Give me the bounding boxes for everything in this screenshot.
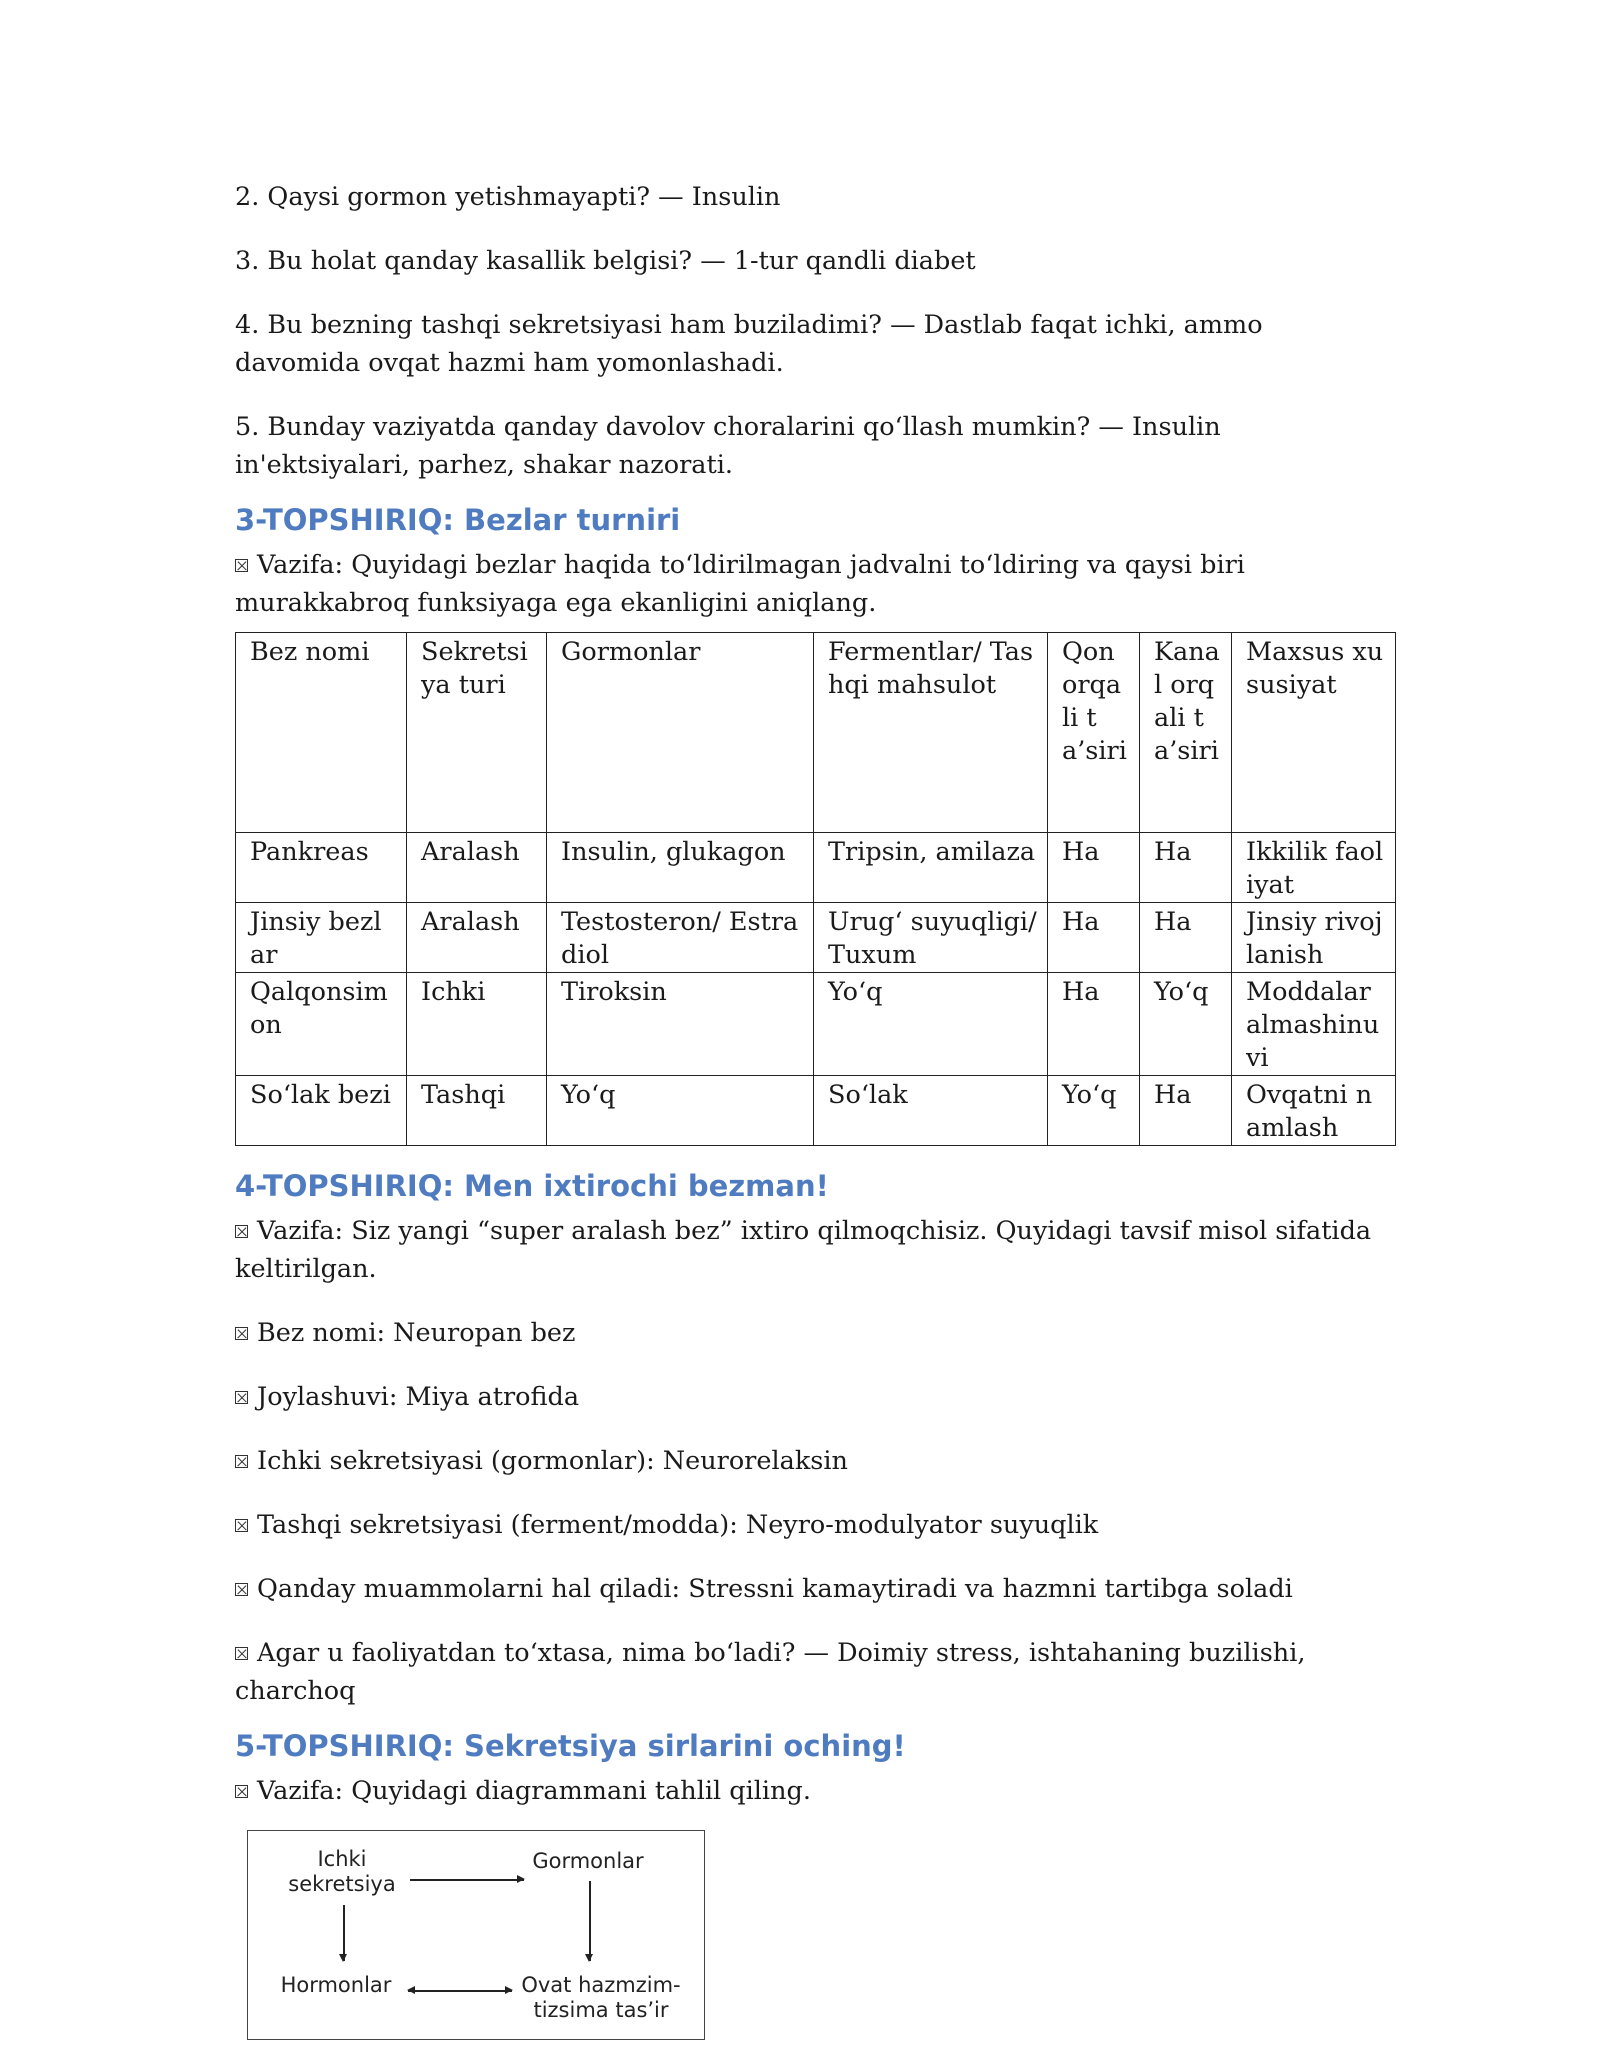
table-header-cell: Maxsus xususiyat [1232, 633, 1396, 833]
table-cell: So‘lak bezi [236, 1076, 407, 1146]
list-item-text: Qanday muammolarni hal qiladi: Stressni kamaytiradi va hazmni tartibga soladi [257, 1574, 1293, 1604]
table-cell: Yo‘q [547, 1076, 814, 1146]
glands-table [235, 632, 1396, 1146]
crossed-box-icon [235, 1225, 248, 1238]
list-item-text: Bez nomi: Neuropan bez [257, 1318, 576, 1348]
table-header-cell: Qon orqali ta’siri [1048, 633, 1140, 833]
arrow-right-icon [410, 1879, 524, 1881]
double-arrow-icon [408, 1990, 512, 1992]
table-header-cell: Bez nomi [236, 633, 407, 833]
list-item [235, 1506, 1395, 1544]
task5-instruction-text: Vazifa: Quyidagi diagrammani tahlil qiling. [257, 1776, 811, 1806]
table-cell: Aralash [407, 903, 547, 973]
table-cell: Ikkilik faoliyat [1232, 833, 1396, 903]
list-item-text: Tashqi sekretsiyasi (ferment/modda): Neyro-modulyator suyuqlik [257, 1510, 1099, 1540]
table-header-cell: Sekretsiya turi [407, 633, 547, 833]
task3-title: 3-TOPSHIRIQ: Bezlar turniri [235, 503, 681, 537]
table-cell: Jinsiy bezlar [236, 903, 407, 973]
table-cell: Qalqonsimon [236, 973, 407, 1076]
crossed-box-icon [235, 1583, 248, 1596]
table-cell: So‘lak [814, 1076, 1048, 1146]
list-item-text: Ichki sekretsiyasi (gormonlar): Neurorelaksin [257, 1446, 848, 1476]
table-row [236, 903, 1396, 973]
task5-title: 5-TOPSHIRIQ: Sekretsiya sirlarini oching! [235, 1729, 906, 1763]
table-cell: Tashqi [407, 1076, 547, 1146]
table-cell: Ichki [407, 973, 547, 1076]
table-cell: Ovqatni namlash [1232, 1076, 1396, 1146]
document-body [235, 178, 1395, 2040]
table-cell: Urug‘ suyuqligi/Tuxum [814, 903, 1048, 973]
task4-instruction [235, 1212, 1395, 1288]
table-cell: Yo‘q [814, 973, 1048, 1076]
table-header-cell: Gormonlar [547, 633, 814, 833]
answer-4: 4. Bu bezning tashqi sekretsiyasi ham buziladimi? — Dastlab faqat ichki, ammo davomida ovqat hazmi ham yomonlashadi. [235, 310, 1263, 378]
secretion-diagram [247, 1830, 705, 2040]
list-item [235, 1378, 1395, 1416]
crossed-box-icon [235, 1519, 248, 1532]
list-item-text: Agar u faoliyatdan to‘xtasa, nima bo‘ladi? — Doimiy stress, ishtahaning buzilishi, charchoq [235, 1638, 1306, 1706]
arrow-down-icon [343, 1905, 345, 1961]
answer-3: 3. Bu holat qanday kasallik belgisi? — 1-tur qandli diabet [235, 246, 976, 276]
table-cell: Testosteron/ Estradiol [547, 903, 814, 973]
table-cell: Pankreas [236, 833, 407, 903]
task4-instruction-text: Vazifa: Siz yangi “super aralash bez” ixtiro qilmoqchisiz. Quyidagi tavsif misol sifatida keltirilgan. [235, 1216, 1372, 1284]
crossed-box-icon [235, 1391, 248, 1404]
crossed-box-icon [235, 1327, 248, 1340]
crossed-box-icon [235, 559, 248, 572]
table-cell: Jinsiy rivojlanish [1232, 903, 1396, 973]
task3-instruction [235, 546, 1395, 622]
table-cell: Ha [1048, 903, 1140, 973]
diagram-node-bottom-left: Hormonlar [280, 1973, 392, 1997]
task4-title: 4-TOPSHIRIQ: Men ixtirochi bezman! [235, 1169, 829, 1203]
table-cell: Ha [1140, 903, 1232, 973]
diagram-node-bottom-right: Ovat hazmzim-tizsima tas’ir [521, 1973, 681, 2022]
table-cell: Ha [1048, 833, 1140, 903]
table-row [236, 833, 1396, 903]
table-header-cell: Fermentlar/ Tashqi mahsulot [814, 633, 1048, 833]
table-cell: Yo‘q [1048, 1076, 1140, 1146]
list-item [235, 1314, 1395, 1352]
crossed-box-icon [235, 1455, 248, 1468]
table-cell: Ha [1140, 1076, 1232, 1146]
list-item-text: Joylashuvi: Miya atrofida [257, 1382, 580, 1412]
table-cell: Aralash [407, 833, 547, 903]
table-cell: Moddalar almashinuvi [1232, 973, 1396, 1076]
crossed-box-icon [235, 1785, 248, 1798]
diagram-node-top-right: Gormonlar [532, 1849, 644, 1873]
list-item [235, 1634, 1395, 1710]
table-cell: Ha [1140, 833, 1232, 903]
table-cell: Yo‘q [1140, 973, 1232, 1076]
answer-2: 2. Qaysi gormon yetishmayapti? — Insulin [235, 182, 781, 212]
table-row [236, 1076, 1396, 1146]
table-cell: Tripsin, amilaza [814, 833, 1048, 903]
task5-instruction [235, 1772, 1395, 1810]
list-item [235, 1442, 1395, 1480]
table-cell: Ha [1048, 973, 1140, 1076]
crossed-box-icon [235, 1647, 248, 1660]
task3-instruction-text: Vazifa: Quyidagi bezlar haqida to‘ldirilmagan jadvalni to‘ldiring va qaysi biri murakkabroq funksiyaga ega ekanligini aniqlang. [235, 550, 1245, 618]
table-row [236, 973, 1396, 1076]
answer-5: 5. Bunday vaziyatda qanday davolov choralarini qo‘llash mumkin? — Insulin in'ektsiyalari, parhez, shakar nazorati. [235, 412, 1221, 480]
table-header-cell: Kanal orqali ta’siri [1140, 633, 1232, 833]
diagram-node-top-left: Ichki sekretsiya [288, 1847, 396, 1896]
table-header-row [236, 633, 1396, 833]
list-item [235, 1570, 1395, 1608]
table-cell: Insulin, glukagon [547, 833, 814, 903]
table-cell: Tiroksin [547, 973, 814, 1076]
arrow-down-icon [589, 1881, 591, 1961]
